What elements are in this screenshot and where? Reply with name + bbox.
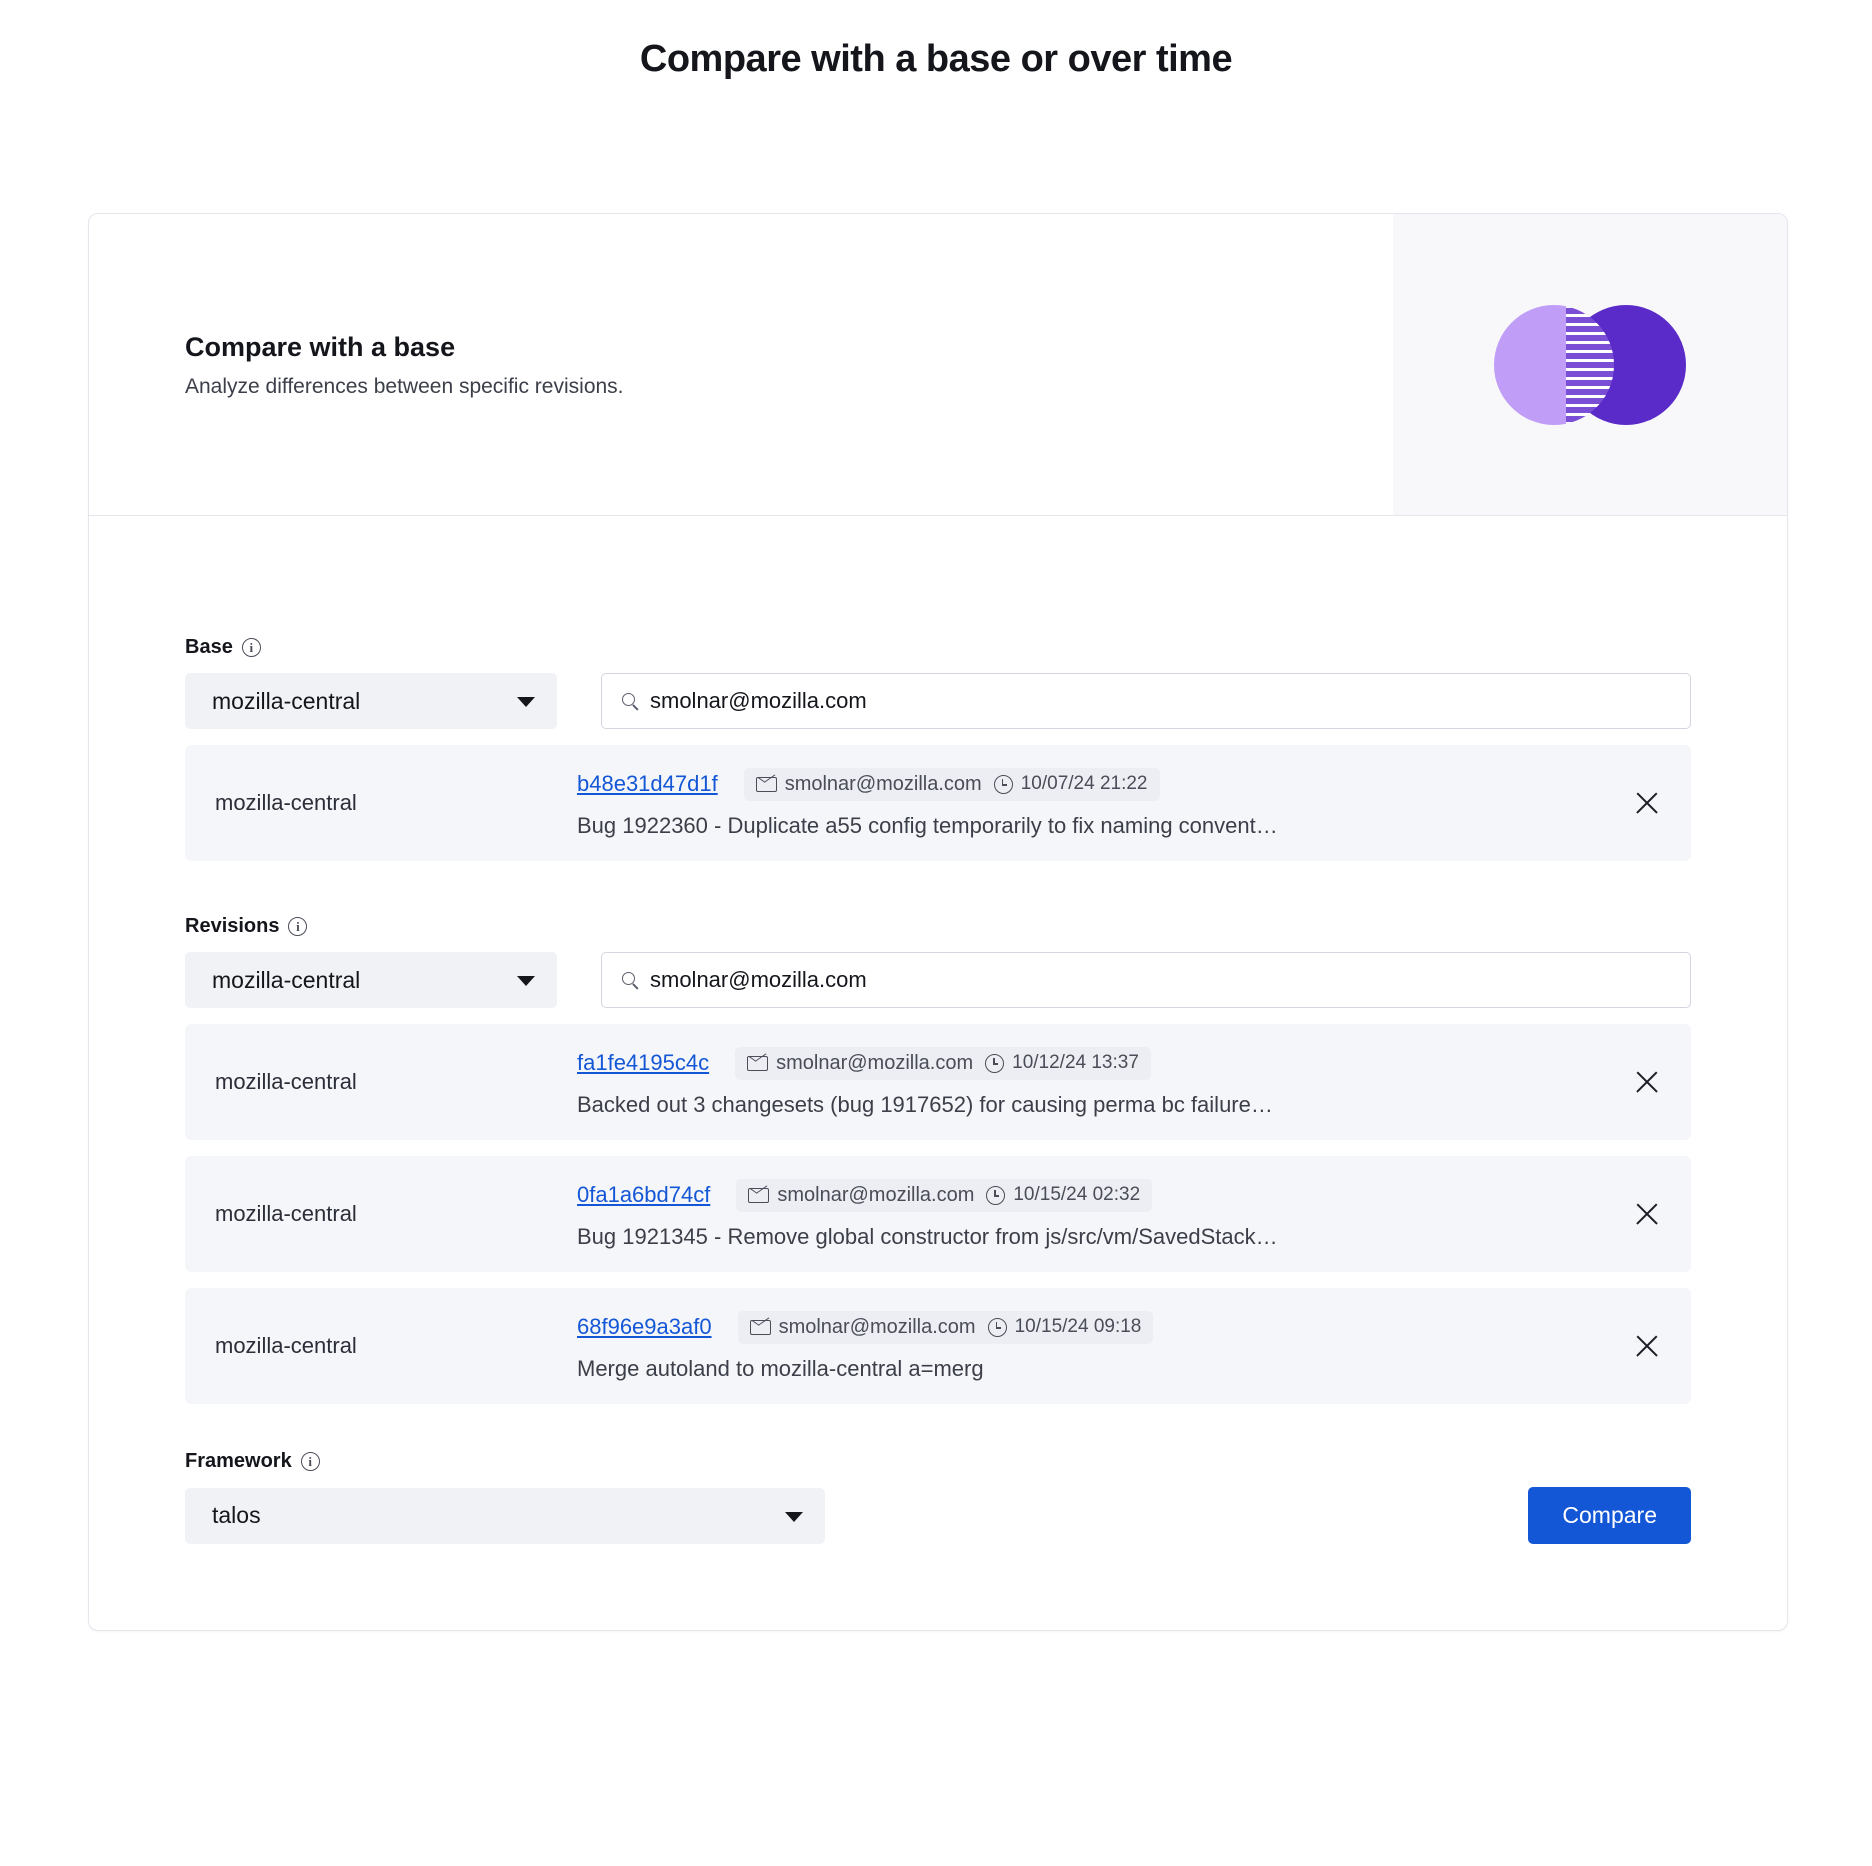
framework-label-group xyxy=(185,1450,1691,1473)
commit-description: Merge autoland to mozilla-central a=merg xyxy=(577,1355,984,1381)
mail-icon xyxy=(747,1056,768,1071)
commit-main xyxy=(577,1047,1599,1118)
card-header-art xyxy=(1393,214,1787,515)
commit-date xyxy=(994,773,1148,795)
commit-main xyxy=(577,768,1599,839)
commit-date xyxy=(986,1184,1140,1206)
search-icon xyxy=(620,691,640,711)
commit-meta xyxy=(738,1311,1154,1344)
commit-author xyxy=(748,1184,974,1207)
base-label: Base xyxy=(185,636,233,658)
commit-main xyxy=(577,1179,1599,1250)
commit-author-text: smolnar@mozilla.com xyxy=(776,1051,974,1074)
chevron-down-icon xyxy=(517,976,535,986)
mail-icon xyxy=(750,1320,771,1335)
card-header xyxy=(89,214,1787,516)
commit-date-text: 10/07/24 21:22 xyxy=(1020,773,1148,794)
commit-date-text: 10/15/24 09:18 xyxy=(1014,1316,1142,1337)
commit-repo: mozilla-central xyxy=(215,1333,357,1358)
search-icon xyxy=(620,970,640,990)
mail-icon xyxy=(748,1188,769,1203)
commit-author-text: smolnar@mozilla.com xyxy=(784,772,982,795)
framework-row xyxy=(185,1487,1691,1544)
card-header-title: Compare with a base xyxy=(185,332,456,362)
chevron-down-icon xyxy=(785,1512,803,1522)
commit-top xyxy=(577,1311,1599,1344)
commit-author-text: smolnar@mozilla.com xyxy=(777,1183,975,1206)
commit-date-text: 10/12/24 13:37 xyxy=(1012,1052,1139,1073)
revisions-search-input[interactable] xyxy=(648,966,1672,994)
revisions-controls-row xyxy=(185,952,1691,1008)
commit-date xyxy=(985,1052,1139,1074)
revisions-search-box[interactable] xyxy=(601,952,1691,1008)
clock-icon xyxy=(986,1186,1005,1205)
commit-main xyxy=(577,1311,1599,1382)
commit-hash-link[interactable]: b48e31d47d1f xyxy=(577,771,718,796)
revisions-repository-value: mozilla-central xyxy=(212,966,361,993)
commit-repo: mozilla-central xyxy=(215,1069,357,1094)
info-icon[interactable]: i xyxy=(242,638,261,657)
table-row xyxy=(185,1156,1691,1272)
framework-label: Framework xyxy=(185,1450,292,1472)
remove-commit-button[interactable] xyxy=(1627,783,1667,823)
commit-hash-link[interactable]: fa1fe4195c4c xyxy=(577,1050,710,1075)
commit-meta xyxy=(736,1179,1152,1212)
page-title: Compare with a base or over time xyxy=(639,38,1233,80)
commit-description: Bug 1922360 - Duplicate a55 config temporarily to fix naming convent… xyxy=(577,812,1278,838)
clock-icon xyxy=(985,1054,1004,1073)
commit-top xyxy=(577,1047,1599,1080)
venn-diagram-icon xyxy=(1494,305,1686,425)
chevron-down-icon xyxy=(517,697,535,707)
commit-hash-link[interactable]: 68f96e9a3af0 xyxy=(577,1314,712,1339)
commit-hash-link[interactable]: 0fa1a6bd74cf xyxy=(577,1182,711,1207)
mail-icon xyxy=(756,777,777,792)
revisions-label-group xyxy=(185,915,1691,938)
base-search-box[interactable] xyxy=(601,673,1691,729)
card-body xyxy=(89,516,1787,1630)
commit-author xyxy=(750,1316,976,1339)
remove-commit-button[interactable] xyxy=(1627,1326,1667,1366)
commit-meta xyxy=(744,768,1160,801)
framework-value: talos xyxy=(212,1502,261,1528)
commit-top xyxy=(577,768,1599,801)
commit-meta xyxy=(735,1047,1151,1080)
commit-date-text: 10/15/24 02:32 xyxy=(1013,1184,1141,1205)
base-controls-row xyxy=(185,673,1691,729)
base-commit-row xyxy=(185,745,1691,861)
venn-overlap xyxy=(1566,305,1614,425)
revisions-label: Revisions xyxy=(185,915,280,937)
commit-repo: mozilla-central xyxy=(215,1201,357,1226)
base-search-input[interactable] xyxy=(648,687,1672,715)
commit-author-text: smolnar@mozilla.com xyxy=(778,1315,976,1338)
table-row xyxy=(185,1288,1691,1404)
clock-icon xyxy=(988,1318,1007,1337)
commit-date xyxy=(988,1316,1142,1338)
framework-select[interactable] xyxy=(185,1488,825,1544)
commit-description: Bug 1921345 - Remove global constructor from js/src/vm/SavedStack… xyxy=(577,1223,1278,1249)
info-icon[interactable]: i xyxy=(288,917,307,936)
compare-button[interactable]: Compare xyxy=(1528,1487,1691,1544)
commit-description: Backed out 3 changesets (bug 1917652) for causing perma bc failure… xyxy=(577,1091,1273,1117)
commit-author xyxy=(747,1052,973,1075)
remove-commit-button[interactable] xyxy=(1627,1062,1667,1102)
card-header-subtitle: Analyze differences between specific revisions. xyxy=(185,375,624,398)
table-row xyxy=(185,1024,1691,1140)
remove-commit-button[interactable] xyxy=(1627,1194,1667,1234)
base-repository-select[interactable] xyxy=(185,673,557,729)
commit-author xyxy=(756,773,982,796)
revisions-repository-select[interactable] xyxy=(185,952,557,1008)
base-label-group xyxy=(185,636,1691,659)
clock-icon xyxy=(994,775,1013,794)
card-header-text xyxy=(89,214,1393,515)
info-icon[interactable]: i xyxy=(301,1452,320,1471)
base-repository-value: mozilla-central xyxy=(212,687,361,714)
commit-top xyxy=(577,1179,1599,1212)
commit-repo: mozilla-central xyxy=(215,790,357,815)
compare-card xyxy=(88,213,1788,1631)
